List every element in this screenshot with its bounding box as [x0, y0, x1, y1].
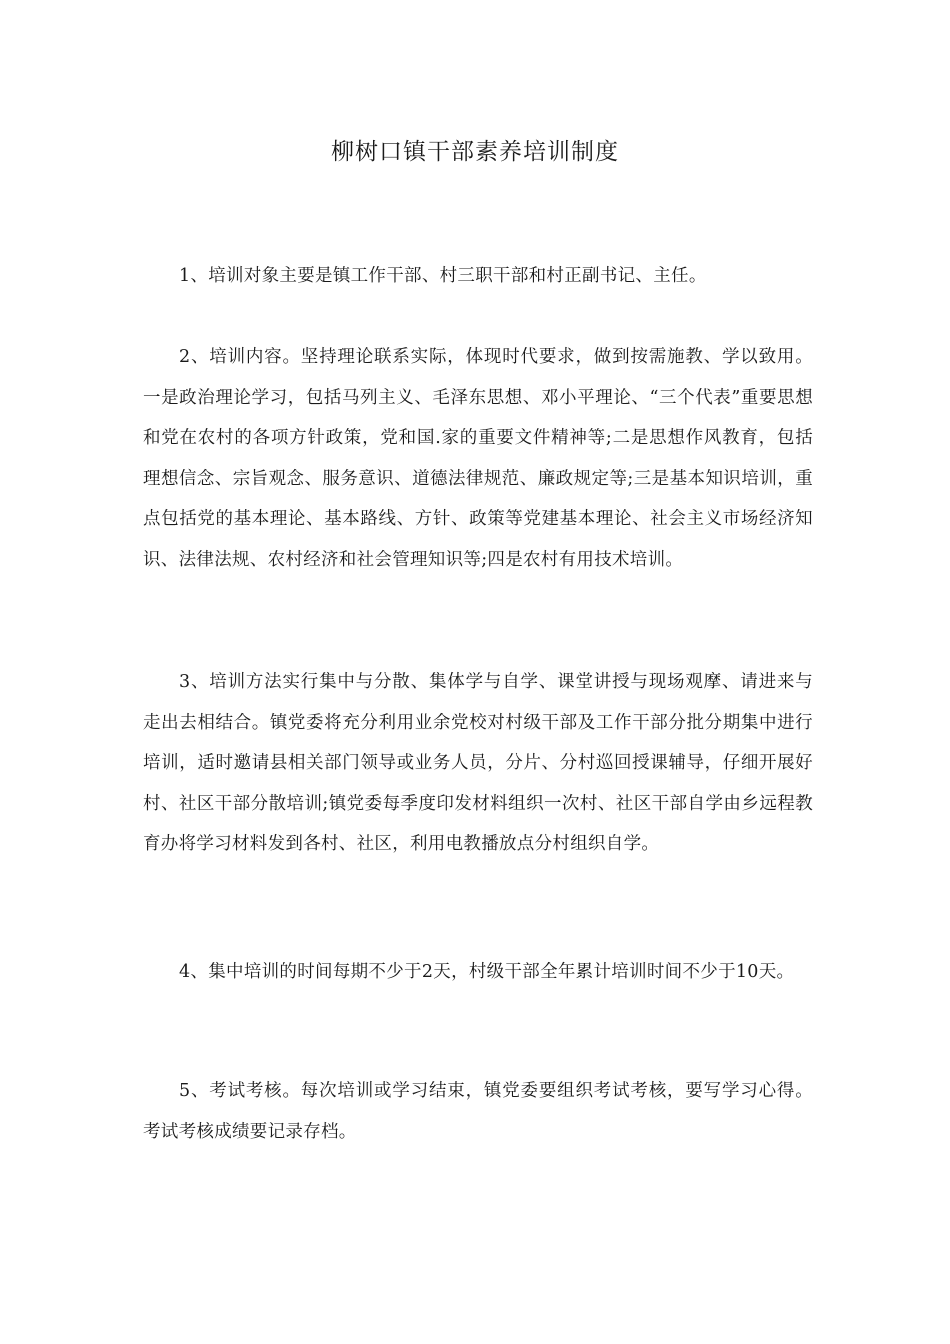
paragraph-examination: 5、考试考核。每次培训或学习结束，镇党委要组织考试考核，要写学习心得。考试考核成绩要记录存档。: [143, 1081, 813, 1142]
paragraph-training-methods: 3、培训方法实行集中与分散、集体学与自学、课堂讲授与现场观摩、请进来与走出去相结合。镇党委将充分利用业余党校对村级干部及工作干部分批分期集中进行培训，适时邀请县相关部门领导或业务人员，分片、分村巡回授课辅导，仔细开展好村、社区干部分散培训;镇党委每季度印发材料组织一次村、社区干部自学由乡远程教育办将学习材料发到各村、社区，利用电教播放点分村组织自学。: [143, 672, 813, 854]
paragraph-training-targets: 1、培训对象主要是镇工作干部、村三职干部和村正副书记、主任。: [179, 266, 707, 286]
paragraph-training-content: 2、培训内容。坚持理论联系实际，体现时代要求，做到按需施教、学以致用。一是政治理论学习，包括马列主义、毛泽东思想、邓小平理论、“三个代表”重要思想和党在农村的各项方针政策，党和国.家的重要文件精神等;二是思想作风教育，包括理想信念、宗旨观念、服务意识、道德法律规范、廉政规定等;三是基本知识培训，重点包括党的基本理论、基本路线、方针、政策等党建基本理论、社会主义市场经济知识、法律法规、农村经济和社会管理知识等;四是农村有用技术培训。: [143, 347, 813, 570]
paragraph-training-duration: 4、集中培训的时间每期不少于2天，村级干部全年累计培训时间不少于10天。: [179, 962, 795, 982]
document-title: 柳树口镇干部素养培训制度: [331, 139, 619, 165]
